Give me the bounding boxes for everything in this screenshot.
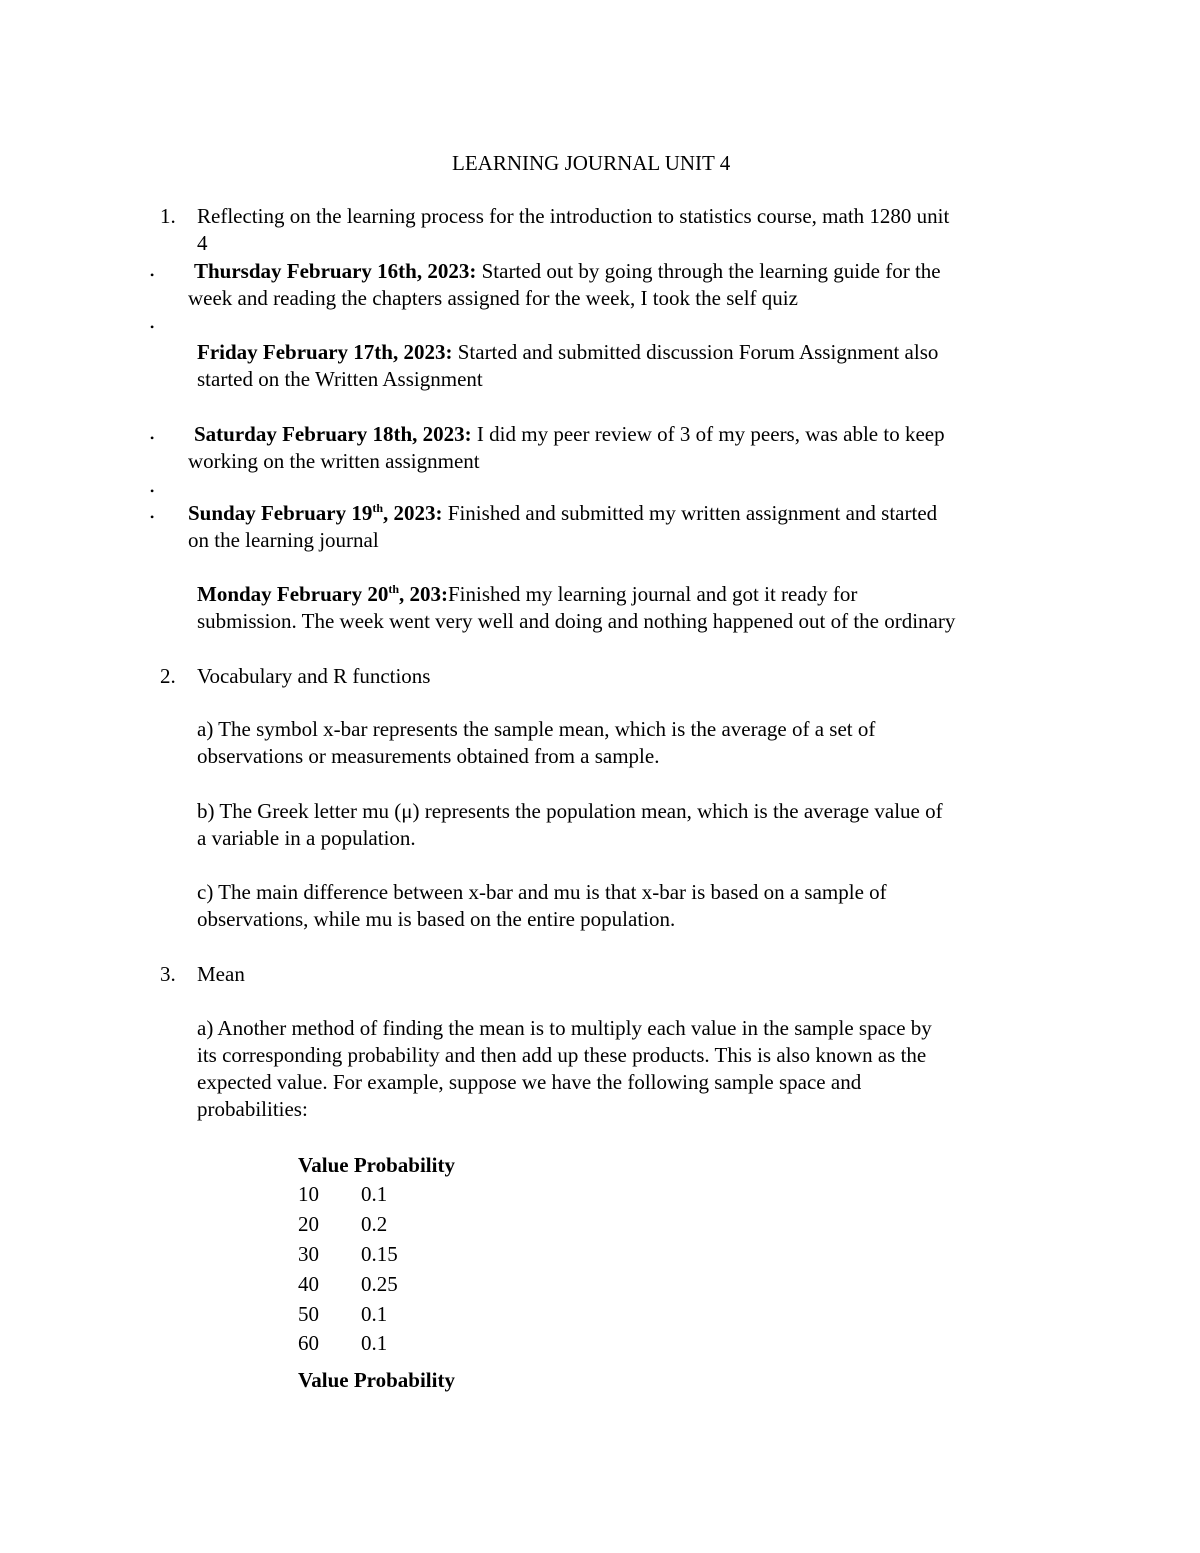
table-value: 20 [298, 1212, 319, 1236]
journal-text: working on the written assignment [188, 449, 480, 473]
item-number: 1. [160, 204, 176, 228]
journal-entry [194, 421, 945, 448]
mean-text: its corresponding probability and then add up these products. This is also known as the [197, 1043, 927, 1067]
bullet: • [150, 320, 155, 334]
journal-entry [197, 339, 938, 366]
journal-text: on the learning journal [188, 528, 379, 552]
mean-text: a) Another method of finding the mean is to multiply each value in the sample space by [197, 1016, 932, 1040]
journal-entry [194, 258, 941, 285]
journal-date: Friday February 17th, 2023: [197, 340, 453, 364]
mean-text: probabilities: [197, 1097, 308, 1121]
vocab-text: b) The Greek letter mu (μ) represents the population mean, which is the average value of [197, 799, 943, 823]
table-prob: 0.1 [361, 1182, 388, 1206]
bullet: • [150, 268, 155, 282]
table-prob: 0.1 [361, 1302, 388, 1326]
table-footer: Value Probability [298, 1368, 455, 1392]
bullet: • [150, 431, 155, 445]
journal-text: I did my peer review of 3 of my peers, was able to keep [471, 422, 945, 446]
journal-date: Saturday February 18th, 2023: [194, 422, 472, 446]
bullet: • [150, 484, 155, 498]
journal-entry [188, 500, 937, 527]
vocab-text: a variable in a population. [197, 826, 416, 850]
page-title: LEARNING JOURNAL UNIT 4 [452, 151, 731, 175]
mean-text: expected value. For example, suppose we have the following sample space and [197, 1070, 862, 1094]
journal-text: Started and submitted discussion Forum Assignment also [452, 340, 939, 364]
table-prob: 0.1 [361, 1331, 388, 1355]
vocab-text: observations or measurements obtained from a sample. [197, 744, 660, 768]
table-value: 60 [298, 1331, 319, 1355]
table-value: 50 [298, 1302, 319, 1326]
journal-text: Started out by going through the learning guide for the [476, 259, 941, 283]
item-text: 4 [197, 231, 208, 255]
vocab-text: observations, while mu is based on the entire population. [197, 907, 676, 931]
table-value: 30 [298, 1242, 319, 1266]
table-prob: 0.15 [361, 1242, 398, 1266]
item-text: Reflecting on the learning process for the introduction to statistics course, math 1280 unit [197, 204, 950, 228]
item-text: Mean [197, 962, 245, 986]
vocab-text: c) The main difference between x-bar and mu is that x-bar is based on a sample of [197, 880, 887, 904]
item-number: 3. [160, 962, 176, 986]
table-prob: 0.2 [361, 1212, 388, 1236]
vocab-text: a) The symbol x-bar represents the sample mean, which is the average of a set of [197, 717, 876, 741]
table-header: Value Probability [298, 1153, 455, 1177]
journal-date: Sunday February 19th, 2023: [188, 501, 443, 525]
table-value: 40 [298, 1272, 319, 1296]
item-number: 2. [160, 664, 176, 688]
journal-entry [197, 581, 857, 608]
table-prob: 0.25 [361, 1272, 398, 1296]
table-value: 10 [298, 1182, 319, 1206]
journal-text: Finished my learning journal and got it ready for [448, 582, 858, 606]
journal-date: Monday February 20th, 203: [197, 582, 448, 606]
bullet: • [150, 510, 155, 524]
journal-text: week and reading the chapters assigned for the week, I took the self quiz [188, 286, 798, 310]
item-text: Vocabulary and R functions [197, 664, 431, 688]
journal-date: Thursday February 16th, 2023: [194, 259, 477, 283]
journal-text: started on the Written Assignment [197, 367, 483, 391]
journal-text: submission. The week went very well and doing and nothing happened out of the ordinary [197, 609, 956, 633]
journal-text: Finished and submitted my written assignment and started [442, 501, 938, 525]
